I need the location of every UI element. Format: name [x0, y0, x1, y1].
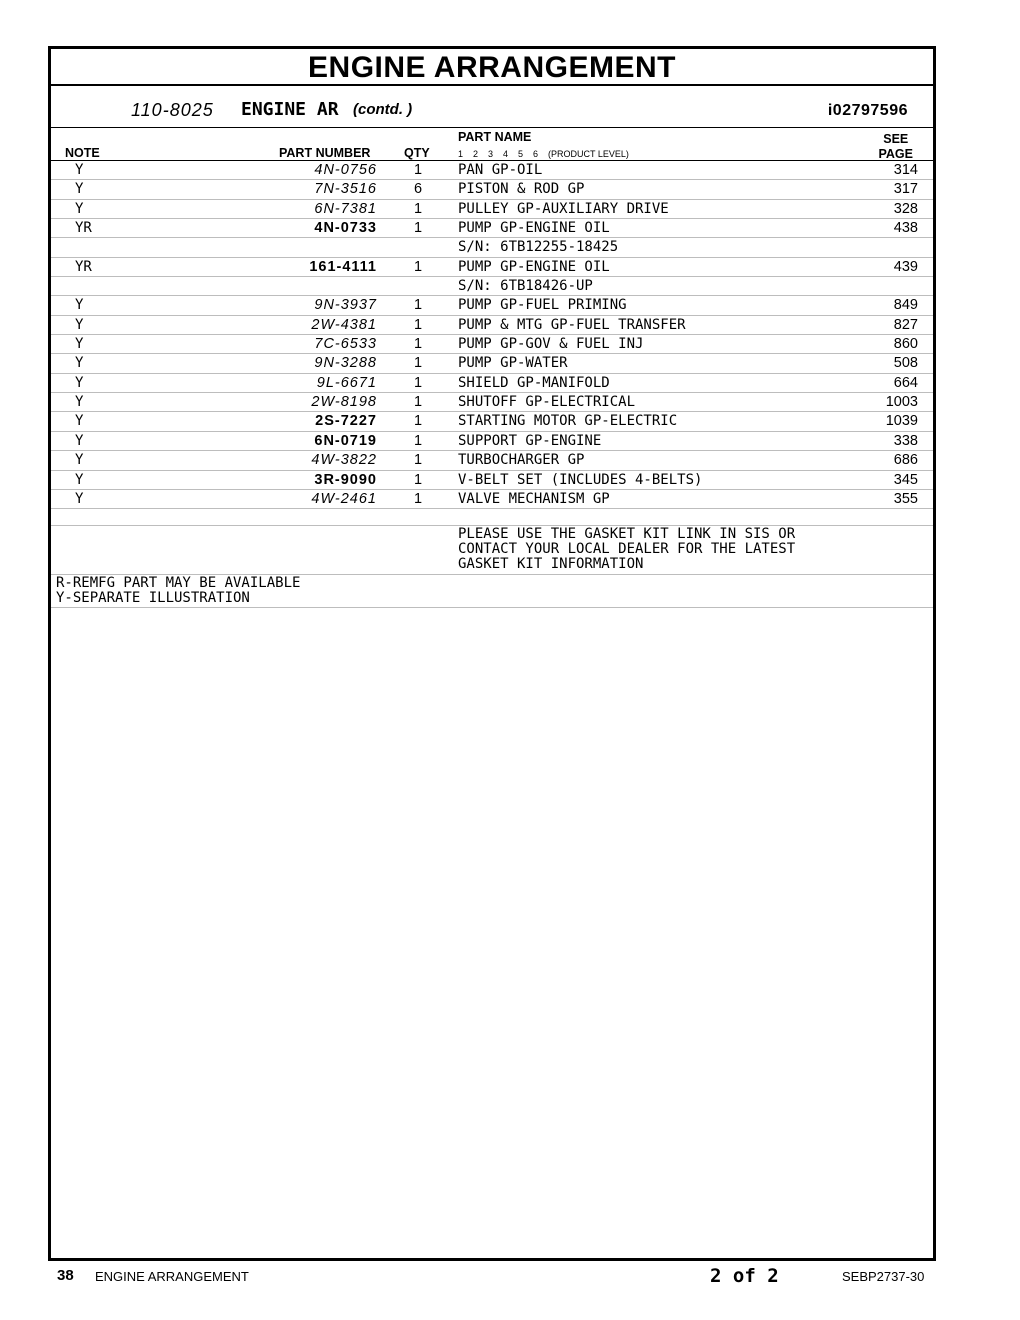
note-cell: Y: [75, 471, 84, 488]
part-name-cell: PUMP GP-FUEL PRIMING: [458, 297, 627, 314]
col-note: NOTE: [65, 146, 100, 160]
note-cell: Y: [75, 355, 84, 372]
qty-cell: 1: [413, 258, 423, 275]
column-header: [51, 128, 933, 161]
part-number-cell: 4W-3822: [311, 452, 377, 469]
see-page-cell: 508: [893, 355, 918, 372]
group-name: ENGINE AR: [241, 99, 339, 120]
table-row: [51, 471, 933, 490]
note-cell: YR: [75, 220, 92, 237]
qty-cell: 1: [413, 297, 423, 314]
page-frame: [48, 46, 936, 1261]
part-number-cell: 4N-0733: [314, 220, 377, 237]
qty-cell: 1: [413, 413, 423, 430]
table-row: [51, 393, 933, 412]
part-name-cell: PUMP GP-ENGINE OIL: [458, 258, 610, 275]
group-contd: (contd. ): [353, 101, 413, 118]
note-cell: Y: [75, 490, 84, 507]
see-page-cell: 317: [893, 181, 918, 198]
group-header: [51, 86, 933, 128]
see-page-cell: 1039: [885, 413, 918, 430]
note-cell: YR: [75, 258, 92, 275]
table-row: [51, 296, 933, 315]
see-page-cell: 328: [893, 200, 918, 217]
legend: [51, 575, 933, 608]
see-page-cell: 355: [893, 490, 918, 507]
part-number-cell: 9N-3288: [314, 355, 377, 372]
qty-cell: 6: [413, 181, 423, 198]
legend-line: Y-SEPARATE ILLUSTRATION: [56, 590, 250, 607]
note-cell: Y: [75, 432, 84, 449]
see-page-cell: 314: [893, 162, 918, 178]
illustration-id: i02797596: [827, 102, 908, 119]
part-number-cell: 3R-9090: [314, 471, 377, 488]
qty-cell: 1: [413, 316, 423, 333]
qty-cell: 1: [413, 336, 423, 353]
qty-cell: 1: [413, 374, 423, 391]
part-name-cell: SHUTOFF GP-ELECTRICAL: [458, 394, 636, 411]
part-name-cell: STARTING MOTOR GP-ELECTRIC: [458, 413, 678, 430]
col-part-name: PART NAME: [458, 130, 532, 144]
page-title: ENGINE ARRANGEMENT: [51, 49, 933, 86]
gasket-note: [51, 526, 933, 575]
see-page-cell: 664: [893, 374, 918, 391]
footer-doc-id: SEBP2737-30: [842, 1269, 925, 1284]
parts-table: [51, 161, 933, 608]
note-cell: Y: [75, 162, 84, 178]
part-number-cell: 2W-8198: [311, 394, 377, 411]
table-row: [51, 219, 933, 238]
note-cell: Y: [75, 181, 84, 198]
part-name-cell: V-BELT SET (INCLUDES 4-BELTS): [458, 471, 703, 488]
see-page-cell: 439: [893, 258, 918, 275]
part-name-cell: PISTON & ROD GP: [458, 181, 585, 198]
part-name-cell: PUMP GP-ENGINE OIL: [458, 220, 610, 237]
qty-cell: 1: [413, 355, 423, 372]
table-row: [51, 412, 933, 431]
table-row: [51, 432, 933, 451]
qty-cell: 1: [413, 490, 423, 507]
note-cell: Y: [75, 374, 84, 391]
qty-cell: 1: [413, 220, 423, 237]
gasket-note-line: GASKET KIT INFORMATION: [458, 556, 644, 573]
part-name-cell: S/N: 6TB18426-UP: [458, 278, 593, 295]
table-row: [51, 490, 933, 509]
page-footer: [0, 1265, 1020, 1289]
see-page-cell: 338: [893, 432, 918, 449]
note-cell: Y: [75, 316, 84, 333]
qty-cell: 1: [413, 200, 423, 217]
part-number-cell: 6N-7381: [314, 200, 377, 217]
part-name-cell: PUMP & MTG GP-FUEL TRANSFER: [458, 316, 686, 333]
qty-cell: 1: [413, 394, 423, 411]
table-row: [51, 238, 933, 257]
footer-sheet: 2 of 2: [710, 1265, 779, 1287]
note-cell: Y: [75, 452, 84, 469]
col-product-levels: 1 2 3 4 5 6 (PRODUCT LEVEL): [458, 149, 629, 159]
spacer-row: [51, 509, 933, 526]
part-name-cell: PAN GP-OIL: [458, 162, 543, 178]
see-page-cell: 438: [893, 220, 918, 237]
table-row: [51, 374, 933, 393]
note-cell: Y: [75, 297, 84, 314]
part-name-cell: SUPPORT GP-ENGINE: [458, 432, 602, 449]
qty-cell: 1: [413, 162, 423, 178]
table-row: [51, 451, 933, 470]
legend-line: R-REMFG PART MAY BE AVAILABLE: [56, 575, 301, 592]
table-row: [51, 180, 933, 199]
part-name-cell: TURBOCHARGER GP: [458, 452, 585, 469]
part-number-cell: 9N-3937: [314, 297, 377, 314]
note-cell: Y: [75, 394, 84, 411]
table-row: [51, 277, 933, 296]
part-number-cell: 9L-6671: [316, 374, 377, 391]
see-page-cell: 345: [893, 471, 918, 488]
footer-page-number: 38: [57, 1267, 74, 1284]
qty-cell: 1: [413, 432, 423, 449]
part-number-cell: 2S-7227: [315, 413, 377, 430]
table-row: [51, 316, 933, 335]
part-name-cell: S/N: 6TB12255-18425: [458, 239, 619, 256]
part-name-cell: PUMP GP-GOV & FUEL INJ: [458, 336, 644, 353]
part-number-cell: 4N-0756: [314, 162, 377, 178]
col-see: SEE: [883, 132, 909, 146]
group-number: 110-8025: [131, 100, 214, 120]
part-number-cell: 7C-6533: [314, 336, 377, 353]
see-page-cell: 827: [893, 316, 918, 333]
part-name-cell: VALVE MECHANISM GP: [458, 490, 610, 507]
see-page-cell: 860: [893, 336, 918, 353]
part-name-cell: PUMP GP-WATER: [458, 355, 568, 372]
part-name-cell: SHIELD GP-MANIFOLD: [458, 374, 610, 391]
part-number-cell: 4W-2461: [311, 490, 377, 507]
part-number-cell: 6N-0719: [314, 432, 377, 449]
qty-cell: 1: [413, 471, 423, 488]
col-part-number: PART NUMBER: [279, 146, 371, 160]
qty-cell: 1: [413, 452, 423, 469]
note-cell: Y: [75, 413, 84, 430]
col-qty: QTY: [404, 146, 430, 160]
col-page: PAGE: [878, 147, 913, 161]
table-row: [51, 335, 933, 354]
see-page-cell: 1003: [885, 394, 918, 411]
table-row: [51, 354, 933, 373]
col-see-page: [879, 132, 914, 162]
part-name-cell: PULLEY GP-AUXILIARY DRIVE: [458, 200, 669, 217]
table-row: [51, 258, 933, 277]
note-cell: Y: [75, 336, 84, 353]
gasket-note-line: PLEASE USE THE GASKET KIT LINK IN SIS OR: [458, 526, 796, 543]
see-page-cell: 849: [893, 297, 918, 314]
note-cell: Y: [75, 200, 84, 217]
see-page-cell: 686: [893, 452, 918, 469]
gasket-note-line: CONTACT YOUR LOCAL DEALER FOR THE LATEST: [458, 541, 796, 558]
table-row: [51, 161, 933, 180]
part-number-cell: 161-4111: [309, 258, 377, 275]
part-number-cell: 2W-4381: [311, 316, 377, 333]
table-row: [51, 200, 933, 219]
footer-section: ENGINE ARRANGEMENT: [95, 1269, 249, 1284]
part-number-cell: 7N-3516: [314, 181, 377, 198]
